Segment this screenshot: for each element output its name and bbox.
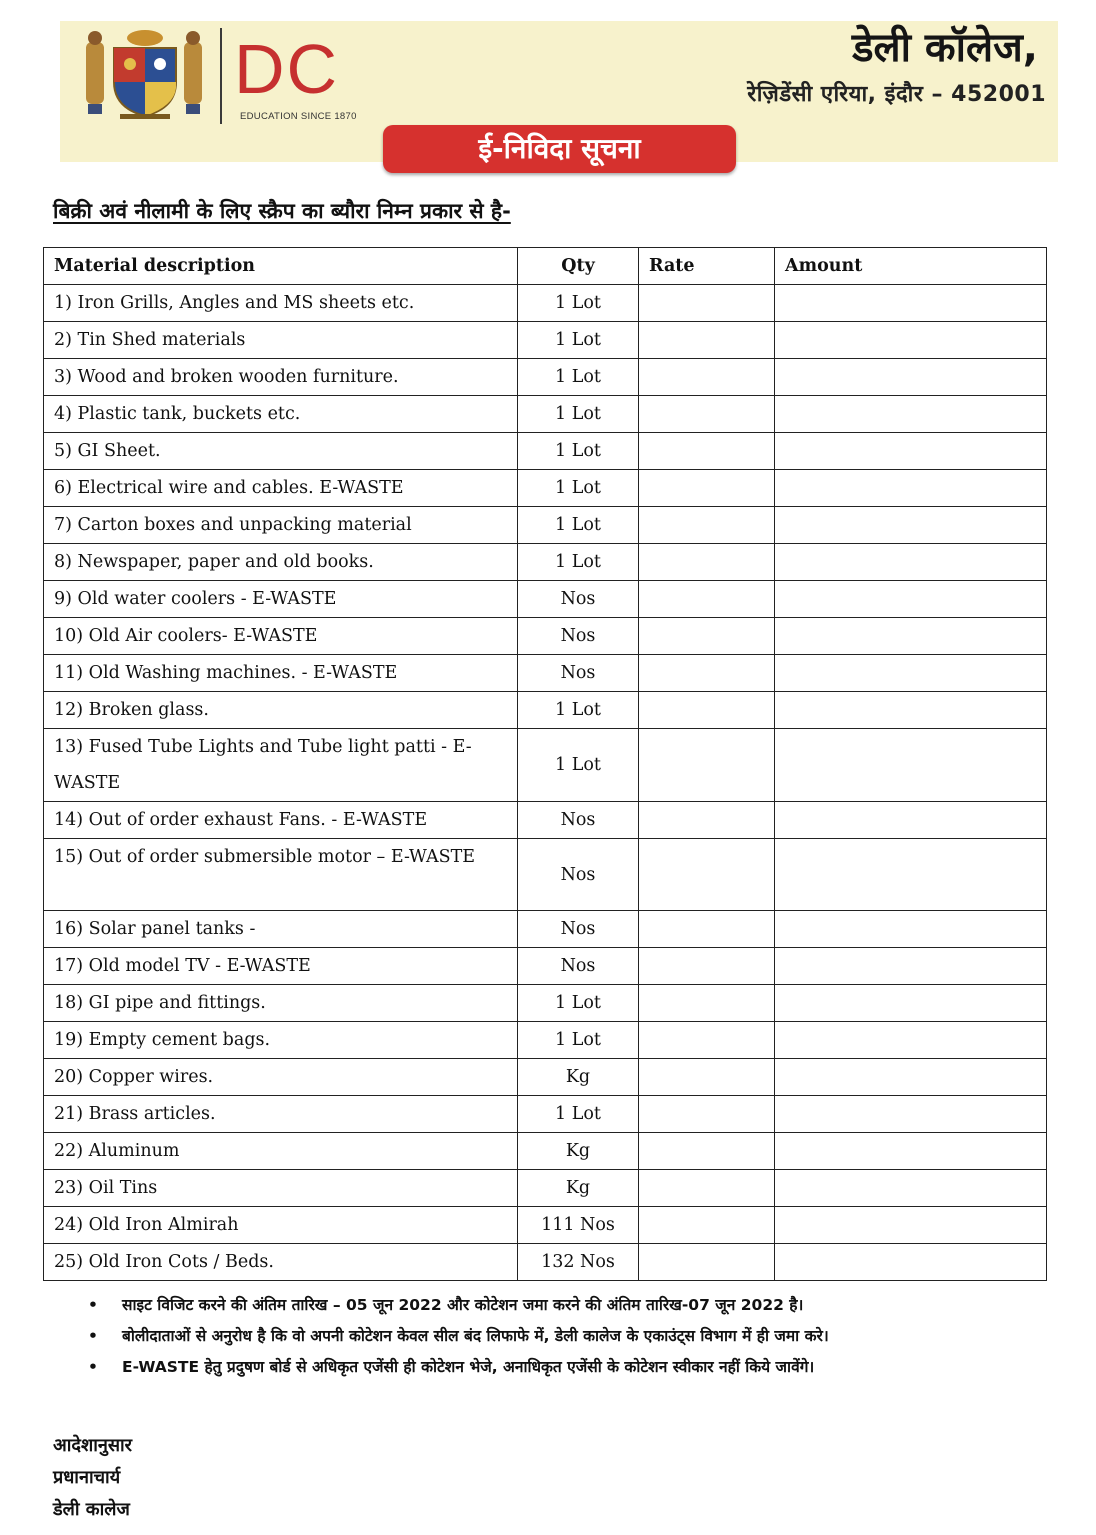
qty-cell: Kg — [518, 1133, 639, 1170]
note-item — [88, 1352, 829, 1383]
rate-cell — [639, 729, 775, 802]
material-description-cell: 5) GI Sheet. — [44, 433, 518, 470]
column-header-amount: Amount — [775, 248, 1047, 285]
qty-cell: Nos — [518, 802, 639, 839]
signature-line-principal: प्रधानाचार्य — [53, 1467, 121, 1488]
amount-cell — [775, 507, 1047, 544]
material-description-cell: 17) Old model TV - E-WASTE — [44, 948, 518, 985]
qty-cell: 1 Lot — [518, 692, 639, 729]
material-description-cell: 19) Empty cement bags. — [44, 1022, 518, 1059]
amount-cell — [775, 285, 1047, 322]
note-item — [88, 1290, 829, 1321]
rate-cell — [639, 802, 775, 839]
rate-cell — [639, 692, 775, 729]
rate-cell — [639, 581, 775, 618]
material-description-cell: 10) Old Air coolers- E-WASTE — [44, 618, 518, 655]
table-row — [44, 1170, 1047, 1207]
amount-cell — [775, 729, 1047, 802]
amount-cell — [775, 802, 1047, 839]
table-row — [44, 507, 1047, 544]
rate-cell — [639, 948, 775, 985]
rate-cell — [639, 911, 775, 948]
page-heading: बिक्री अवं नीलामी के लिए स्क्रैप का ब्यौरा निम्न प्रकार से है- — [53, 199, 511, 223]
signature-line-order: आदेशानुसार — [53, 1435, 133, 1456]
material-description-cell: 20) Copper wires. — [44, 1059, 518, 1096]
amount-cell — [775, 618, 1047, 655]
qty-cell: 132 Nos — [518, 1244, 639, 1281]
rate-cell — [639, 839, 775, 911]
material-description-cell: 12) Broken glass. — [44, 692, 518, 729]
material-description-cell: 13) Fused Tube Lights and Tube light patti - E-WASTE — [44, 729, 518, 802]
qty-cell: Nos — [518, 948, 639, 985]
rate-cell — [639, 1022, 775, 1059]
rate-cell — [639, 1244, 775, 1281]
qty-cell: 111 Nos — [518, 1207, 639, 1244]
qty-cell: 1 Lot — [518, 396, 639, 433]
signature-line-college: डेली कालेज — [53, 1499, 130, 1520]
table-row — [44, 729, 1047, 802]
logo-tagline: EDUCATION SINCE 1870 — [240, 111, 357, 122]
material-description-cell: 4) Plastic tank, buckets etc. — [44, 396, 518, 433]
column-header-rate: Rate — [639, 248, 775, 285]
table-row — [44, 1244, 1047, 1281]
table-header-row — [44, 248, 1047, 285]
amount-cell — [775, 1096, 1047, 1133]
qty-cell: Nos — [518, 839, 639, 911]
material-description-cell: 18) GI pipe and fittings. — [44, 985, 518, 1022]
qty-cell: 1 Lot — [518, 433, 639, 470]
amount-cell — [775, 692, 1047, 729]
qty-cell: Nos — [518, 655, 639, 692]
material-description-cell: 24) Old Iron Almirah — [44, 1207, 518, 1244]
rate-cell — [639, 1207, 775, 1244]
material-description-cell: 16) Solar panel tanks - — [44, 911, 518, 948]
material-description-cell: 21) Brass articles. — [44, 1096, 518, 1133]
qty-cell: 1 Lot — [518, 285, 639, 322]
qty-cell: 1 Lot — [518, 729, 639, 802]
amount-cell — [775, 322, 1047, 359]
rate-cell — [639, 396, 775, 433]
note-text: साइट विजिट करने की अंतिम तारिख – 05 जून 2022 और कोटेशन जमा करने की अंतिम तारिख-07 जून 2022 है। — [122, 1296, 804, 1314]
material-description-cell: 15) Out of order submersible motor – E-WASTE — [44, 839, 518, 911]
qty-cell: Kg — [518, 1170, 639, 1207]
table-row — [44, 1022, 1047, 1059]
amount-cell — [775, 948, 1047, 985]
table-row — [44, 1096, 1047, 1133]
college-crest-logo — [80, 28, 210, 120]
rate-cell — [639, 1059, 775, 1096]
amount-cell — [775, 839, 1047, 911]
table-row — [44, 433, 1047, 470]
amount-cell — [775, 911, 1047, 948]
table-row — [44, 1059, 1047, 1096]
table-row — [44, 396, 1047, 433]
material-description-cell: 8) Newspaper, paper and old books. — [44, 544, 518, 581]
table-row — [44, 802, 1047, 839]
amount-cell — [775, 985, 1047, 1022]
amount-cell — [775, 1059, 1047, 1096]
amount-cell — [775, 359, 1047, 396]
qty-cell: 1 Lot — [518, 544, 639, 581]
table-row — [44, 839, 1047, 911]
qty-cell: 1 Lot — [518, 1022, 639, 1059]
table-row — [44, 1133, 1047, 1170]
amount-cell — [775, 396, 1047, 433]
amount-cell — [775, 581, 1047, 618]
rate-cell — [639, 985, 775, 1022]
rate-cell — [639, 359, 775, 396]
table-row — [44, 470, 1047, 507]
note-text: बोलीदाताओं से अनुरोध है कि वो अपनी कोटेशन केवल सील बंद लिफाफे में, डेली कालेज के एकाउंट्स विभाग में ही जमा करे। — [122, 1327, 829, 1345]
table-body — [44, 285, 1047, 1281]
qty-cell: 1 Lot — [518, 359, 639, 396]
column-header-qty: Qty — [518, 248, 639, 285]
logo-dc-text: DC — [234, 30, 340, 108]
amount-cell — [775, 1244, 1047, 1281]
amount-cell — [775, 1133, 1047, 1170]
table-row — [44, 322, 1047, 359]
amount-cell — [775, 1022, 1047, 1059]
table-row — [44, 581, 1047, 618]
table-row — [44, 655, 1047, 692]
bullet-icon: • — [88, 1358, 98, 1376]
rate-cell — [639, 544, 775, 581]
college-address: रेज़िडेंसी एरिया, इंदौर – 452001 — [747, 82, 1046, 107]
qty-cell: 1 Lot — [518, 470, 639, 507]
column-header-material: Material description — [44, 248, 518, 285]
logo-divider — [220, 28, 222, 124]
college-name: डेली कॉलेज, — [852, 25, 1038, 71]
amount-cell — [775, 1170, 1047, 1207]
rate-cell — [639, 1096, 775, 1133]
material-description-cell: 2) Tin Shed materials — [44, 322, 518, 359]
rate-cell — [639, 433, 775, 470]
bullet-icon: • — [88, 1327, 98, 1345]
table-row — [44, 618, 1047, 655]
table-row — [44, 948, 1047, 985]
bullet-icon: • — [88, 1296, 98, 1314]
qty-cell: 1 Lot — [518, 507, 639, 544]
rate-cell — [639, 322, 775, 359]
amount-cell — [775, 1207, 1047, 1244]
material-description-cell: 25) Old Iron Cots / Beds. — [44, 1244, 518, 1281]
table-row — [44, 359, 1047, 396]
material-description-cell: 9) Old water coolers - E-WASTE — [44, 581, 518, 618]
qty-cell: Nos — [518, 911, 639, 948]
material-description-cell: 1) Iron Grills, Angles and MS sheets etc. — [44, 285, 518, 322]
amount-cell — [775, 433, 1047, 470]
table-row — [44, 285, 1047, 322]
amount-cell — [775, 655, 1047, 692]
rate-cell — [639, 1170, 775, 1207]
material-description-cell: 22) Aluminum — [44, 1133, 518, 1170]
table-row — [44, 985, 1047, 1022]
table-row — [44, 544, 1047, 581]
qty-cell: 1 Lot — [518, 985, 639, 1022]
qty-cell: Kg — [518, 1059, 639, 1096]
rate-cell — [639, 470, 775, 507]
material-description-cell: 23) Oil Tins — [44, 1170, 518, 1207]
qty-cell: Nos — [518, 618, 639, 655]
notes-list — [88, 1290, 829, 1383]
qty-cell: 1 Lot — [518, 1096, 639, 1133]
rate-cell — [639, 655, 775, 692]
material-description-cell: 6) Electrical wire and cables. E-WASTE — [44, 470, 518, 507]
rate-cell — [639, 618, 775, 655]
note-item — [88, 1321, 829, 1352]
amount-cell — [775, 544, 1047, 581]
rate-cell — [639, 285, 775, 322]
amount-cell — [775, 470, 1047, 507]
material-description-cell: 11) Old Washing machines. - E-WASTE — [44, 655, 518, 692]
qty-cell: Nos — [518, 581, 639, 618]
scrap-material-table — [43, 247, 1047, 1281]
qty-cell: 1 Lot — [518, 322, 639, 359]
material-description-cell: 3) Wood and broken wooden furniture. — [44, 359, 518, 396]
table-row — [44, 1207, 1047, 1244]
note-text: E-WASTE हेतु प्रदुषण बोर्ड से अधिकृत एजेंसी ही कोटेशन भेजे, अनाधिकृत एजेंसी के कोटेशन स्वीकार नहीं किये जावेंगे। — [122, 1358, 815, 1376]
table-row — [44, 911, 1047, 948]
e-tender-notice-title: ई-निविदा सूचना — [383, 125, 736, 173]
rate-cell — [639, 507, 775, 544]
rate-cell — [639, 1133, 775, 1170]
material-description-cell: 7) Carton boxes and unpacking material — [44, 507, 518, 544]
table-row — [44, 692, 1047, 729]
material-description-cell: 14) Out of order exhaust Fans. - E-WASTE — [44, 802, 518, 839]
signature-block — [53, 1430, 132, 1526]
